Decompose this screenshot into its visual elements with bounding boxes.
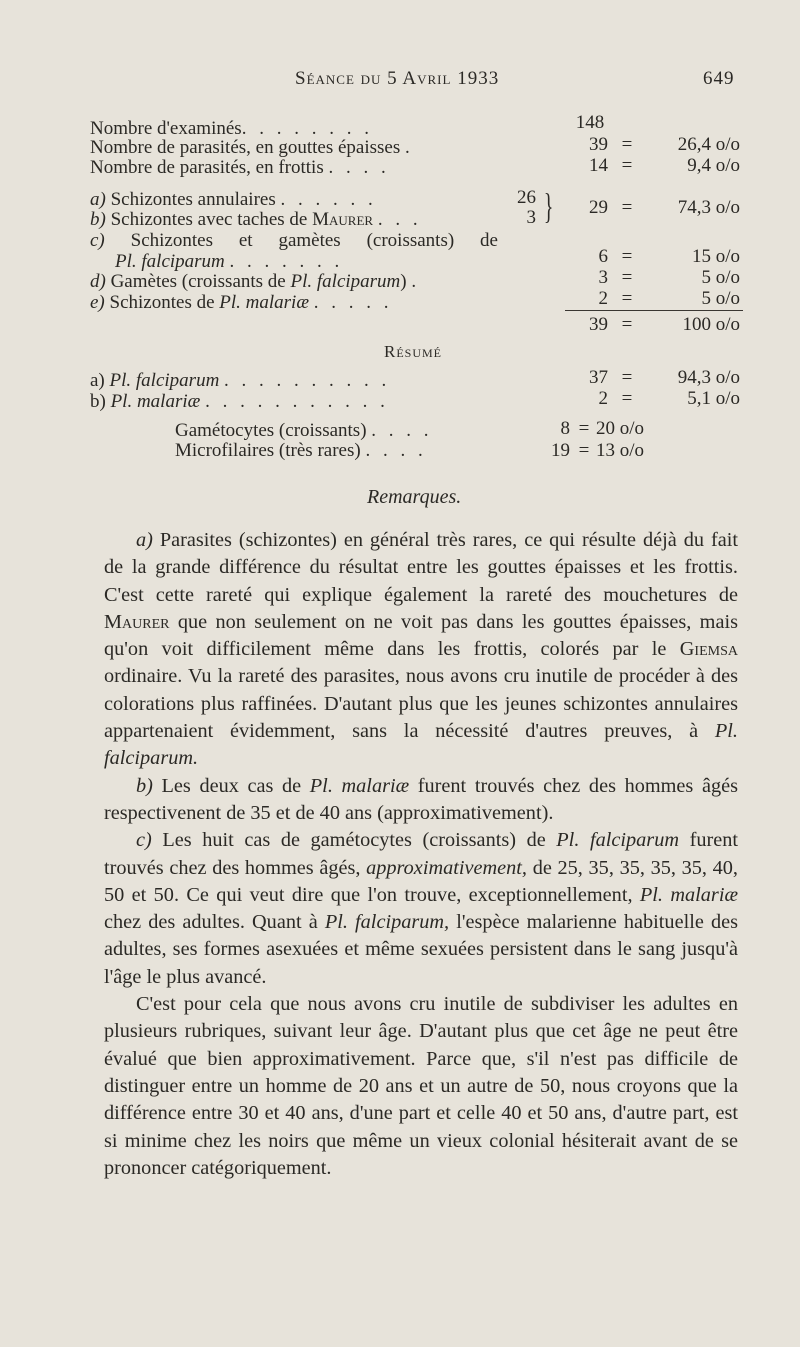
stat-b-name: Maurer bbox=[312, 209, 374, 230]
paragraph-c-approx: approximativement, bbox=[366, 856, 528, 879]
stat-ab-pct: 74,3 o/o bbox=[677, 197, 740, 218]
resume-malariae-letter: b) bbox=[90, 391, 106, 412]
stat-smear-label bbox=[90, 157, 390, 179]
resume-malariae-label bbox=[90, 391, 389, 413]
stat-e-dots: . . . . . bbox=[313, 292, 393, 313]
paragraph-b bbox=[104, 773, 738, 828]
resume-malariae-eq: = bbox=[621, 388, 633, 409]
stat-d-pct: 5 o/o bbox=[701, 267, 740, 288]
resume-microfilaires-count: 19 bbox=[551, 440, 570, 461]
stat-b-letter: b) bbox=[90, 209, 106, 230]
resume-gametocytes-label bbox=[175, 420, 433, 442]
resume-falciparum-text: Pl. falciparum bbox=[109, 370, 220, 391]
paragraph-b-letter: b) bbox=[136, 774, 153, 797]
resume-falciparum-count: 37 bbox=[589, 367, 608, 388]
paragraph-c-text-2: furent trouvés chez des hommes âgés, bbox=[104, 829, 738, 879]
paragraph-c-species-3: Pl. falciparum, bbox=[324, 911, 450, 934]
header-title-month: Avril bbox=[402, 68, 452, 89]
stat-thick-count: 39 bbox=[589, 134, 608, 155]
paragraph-c-text: Les huit cas de gamétocytes (croissants) de bbox=[151, 829, 557, 852]
paragraph-c-letter: c) bbox=[136, 829, 152, 852]
stat-e-count: 2 bbox=[598, 288, 608, 309]
stat-examined-text: Nombre d'examinés bbox=[90, 118, 242, 139]
resume-malariae-dots: . . . . . . . . . . . bbox=[205, 391, 389, 412]
paragraph-a-name-giemsa: Giemsa bbox=[679, 638, 738, 661]
stat-smear-dots: . . . . bbox=[328, 157, 390, 178]
stat-total-count: 39 bbox=[589, 314, 608, 335]
stat-e-species: Pl. malariæ bbox=[219, 292, 310, 313]
stat-c-text: Schizontes et gamètes (croissants) de bbox=[130, 230, 498, 251]
resume-malariae-count: 2 bbox=[598, 388, 608, 409]
paragraph-a-letter: a) bbox=[136, 529, 153, 551]
resume-gametocytes-pct: 20 o/o bbox=[596, 418, 645, 439]
stat-e-label bbox=[90, 292, 393, 314]
paragraph-c bbox=[104, 827, 738, 991]
paragraph-a-name-maurer: Maurer bbox=[104, 610, 170, 633]
stat-b-text: Schizontes avec taches de bbox=[110, 209, 313, 230]
remarques-heading: Remarques. bbox=[367, 486, 462, 508]
stat-d-count: 3 bbox=[598, 267, 608, 288]
stat-thick-label bbox=[90, 137, 414, 159]
resume-heading: Résumé bbox=[384, 342, 443, 361]
stat-thick-text: Nombre de parasités, en gouttes épaisses bbox=[90, 137, 401, 158]
brace-icon: } bbox=[543, 186, 554, 226]
stat-thick-eq: = bbox=[621, 134, 633, 155]
resume-gametocytes-count: 8 bbox=[560, 418, 570, 439]
paragraph-c-species-2: Pl. malariæ bbox=[639, 883, 738, 906]
stat-c-line2 bbox=[115, 251, 343, 273]
stat-d-eq: = bbox=[621, 267, 633, 288]
header-title-year: 1933 bbox=[451, 68, 500, 89]
stat-total-pct: 100 o/o bbox=[682, 314, 740, 335]
resume-falciparum-label bbox=[90, 370, 390, 392]
stat-e-eq: = bbox=[621, 288, 633, 309]
stat-b-label bbox=[90, 209, 422, 231]
resume-gametocytes-dots: . . . . bbox=[371, 420, 433, 441]
stat-b-dots: . . . bbox=[377, 209, 422, 230]
paragraph-a-text-2: que non seulement on ne voit pas dans les gouttes épaisses, mais qu'on voit difficilement même dans les frottis, colorés par le bbox=[104, 610, 738, 661]
paragraph-a bbox=[104, 527, 738, 773]
stat-a-letter: a) bbox=[90, 189, 106, 210]
stat-a-sub: 26 bbox=[517, 187, 536, 208]
stat-d-text: Gamètes (croissants de bbox=[110, 271, 291, 292]
resume-microfilaires-text: Microfilaires (très rares) bbox=[175, 440, 361, 461]
stat-a-dots: . . . . . . bbox=[280, 189, 377, 210]
paragraph-a-species: Pl. falciparum. bbox=[104, 720, 738, 770]
stat-c-letter: c) bbox=[90, 230, 105, 251]
stat-a-text: Schizontes annulaires bbox=[110, 189, 276, 210]
page-number: 649 bbox=[703, 68, 735, 89]
paragraph-c-text-4: chez des adultes. Quant à bbox=[104, 911, 325, 934]
paragraph-a-text-3: ordinaire. Vu la rareté des parasites, nous avons cru inutile de procéder à des colorations plus raffinées. D'autant plus que les jeunes schizontes annulaires appartenaient évidemment, sans la nécessité d'autres preuves, à bbox=[104, 665, 738, 743]
header-title-pre: Séance du 5 bbox=[295, 68, 403, 89]
paragraph-c-species-1: Pl. falciparum bbox=[556, 829, 679, 852]
resume-microfilaires-eq: = bbox=[578, 440, 590, 461]
stat-c-label bbox=[90, 230, 498, 252]
stat-c-eq: = bbox=[621, 246, 633, 267]
stat-e-letter: e) bbox=[90, 292, 105, 313]
paragraph-b-species: Pl. malariæ bbox=[309, 774, 410, 797]
paragraph-conclusion: C'est pour cela que nous avons cru inutile de subdiviser les adultes en plusieurs rubriques, suivant leur âge. D'autant plus que cet âge ne peut être évalué que bien approximativement. Parce que, s'il n'est pas difficile de distinguer entre un homme de 20 ans et un autre de 50, nous croyons que la différence entre 30 et 40 ans, d'une part et celle 40 et 50 ans, d'autre part, est si minime chez les noirs que même un vieux colonial hésiterait avant de se prononcer catégoriquement. bbox=[104, 993, 738, 1179]
header-title bbox=[295, 68, 499, 90]
resume-microfilaires-label bbox=[175, 440, 427, 462]
resume-gametocytes-eq: = bbox=[578, 418, 590, 439]
resume-falciparum-letter: a) bbox=[90, 370, 105, 391]
stat-thick-pct: 26,4 o/o bbox=[677, 134, 740, 155]
stat-c-pct: 15 o/o bbox=[691, 246, 740, 267]
stat-c-dots: . . . . . . . bbox=[229, 251, 344, 272]
stat-d-letter: d) bbox=[90, 271, 106, 292]
stat-e-text: Schizontes de bbox=[109, 292, 220, 313]
resume-falciparum-pct: 94,3 o/o bbox=[677, 367, 740, 388]
stat-smear-count: 14 bbox=[589, 155, 608, 176]
stat-examined-count: 148 bbox=[575, 112, 605, 133]
paragraph-c-text-5: l'espèce malarienne habituelle des adultes, ses formes asexuées et même sexuées persistent dans le sang jusqu'à l'âge le plus avancé. bbox=[104, 911, 738, 988]
resume-malariae-pct: 5,1 o/o bbox=[687, 388, 740, 409]
paragraph-a-text: Parasites (schizontes) en général très rares, ce qui résulte déjà du fait de la grande différence du résultat entre les gouttes épaisses et les frottis. C'est cette rareté qui explique également la rareté des mouchetures de bbox=[104, 529, 738, 606]
paragraph-c-text-3: de 25, 35, 35, 35, 35, 40, 50 et 50. Ce qui veut dire que l'on trouve, exceptionnellement, bbox=[104, 856, 738, 906]
stat-d-post: ) . bbox=[400, 271, 417, 292]
stat-total-eq: = bbox=[621, 314, 633, 335]
stat-b-sub: 3 bbox=[526, 207, 536, 228]
stat-thick-dots: . bbox=[405, 137, 414, 158]
paragraph-b-text: Les deux cas de bbox=[152, 774, 310, 797]
resume-malariae-text: Pl. malariæ bbox=[110, 391, 201, 412]
resume-microfilaires-dots: . . . . bbox=[365, 440, 427, 461]
stat-a-label bbox=[90, 189, 377, 211]
total-rule bbox=[565, 310, 743, 311]
stat-smear-text: Nombre de parasités, en frottis bbox=[90, 157, 324, 178]
stat-smear-eq: = bbox=[621, 155, 633, 176]
stat-c-count: 6 bbox=[598, 246, 608, 267]
resume-gametocytes-text: Gamétocytes (croissants) bbox=[175, 420, 367, 441]
resume-falciparum-dots: . . . . . . . . . . bbox=[224, 370, 391, 391]
resume-microfilaires-pct: 13 o/o bbox=[596, 440, 645, 461]
stat-d-species: Pl. falciparum bbox=[290, 271, 401, 292]
remarques-body bbox=[104, 527, 738, 1182]
paragraph-b-text-2: furent trouvés chez des hommes âgés respectivenent de 35 et de 40 ans (approximativement). bbox=[104, 774, 738, 824]
stat-examined-dots: . . . . . . . . bbox=[241, 118, 373, 139]
stat-e-pct: 5 o/o bbox=[701, 288, 740, 309]
resume-falciparum-eq: = bbox=[621, 367, 633, 388]
stat-ab-eq: = bbox=[621, 197, 633, 218]
stat-c-species: Pl. falciparum bbox=[115, 251, 225, 272]
stat-smear-pct: 9,4 o/o bbox=[687, 155, 740, 176]
stat-d-label bbox=[90, 271, 416, 293]
stat-ab-count: 29 bbox=[589, 197, 608, 218]
